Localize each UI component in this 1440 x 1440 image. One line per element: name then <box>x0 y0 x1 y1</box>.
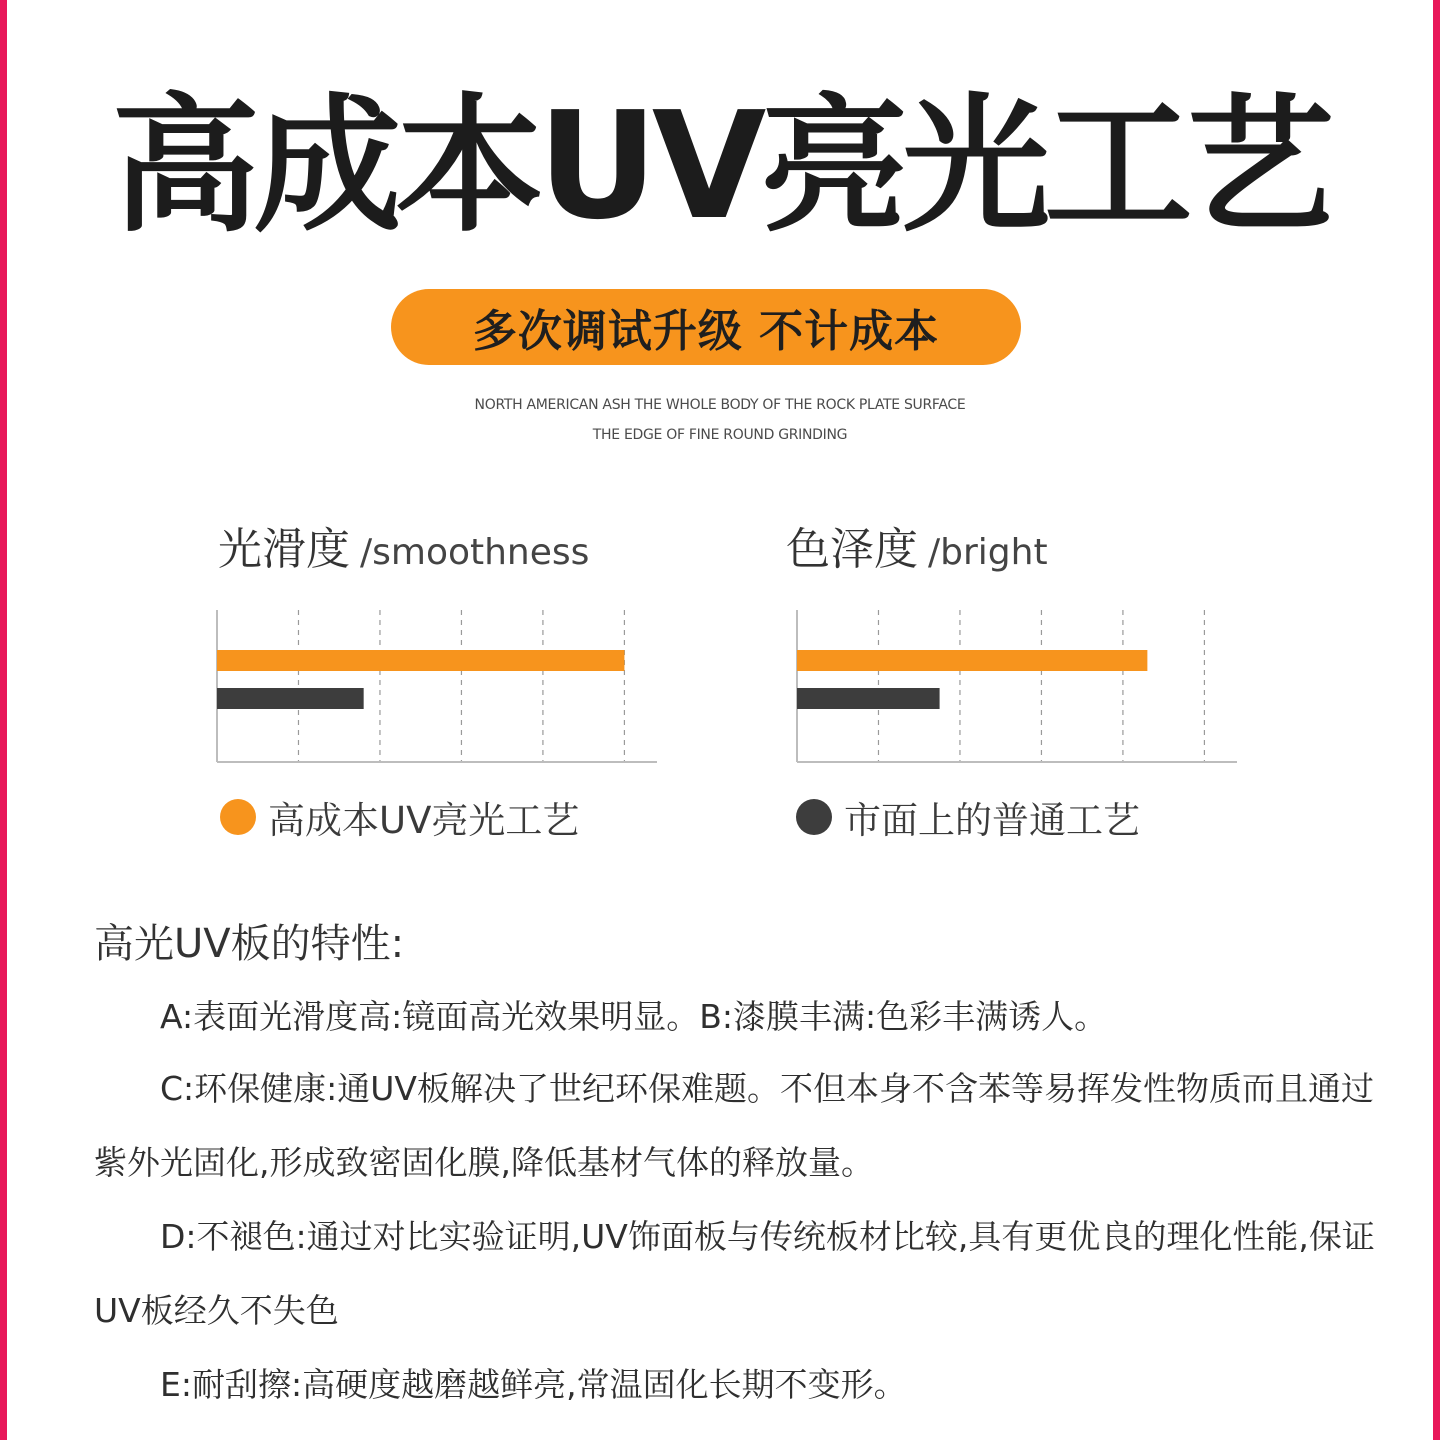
english-caption-line-1: NORTH AMERICAN ASH THE WHOLE BODY OF THE ROCK PLATE SURFACE <box>474 397 966 413</box>
feature-paragraph-c <box>94 1052 1394 1200</box>
chart-title-cn: 色泽度 <box>786 524 918 575</box>
subtitle-pill <box>391 289 1021 365</box>
features-title: 高光UV板的特性: <box>94 921 405 967</box>
legend-dot-orange <box>220 799 256 835</box>
legend-item-normal <box>796 790 1140 844</box>
bar-normal-process <box>217 688 364 709</box>
feature-text: D:不褪色:通过对比实验证明,UV饰面板与传统板材比较,具有更优良的理化性能,保证UV板经久不失色 <box>94 1217 1375 1330</box>
legend-dot-dark <box>796 799 832 835</box>
english-caption-line-2: THE EDGE OF FINE ROUND GRINDING <box>592 427 848 443</box>
chart-title-en: /bright <box>928 532 1048 573</box>
chart-title-cn: 光滑度 <box>218 524 350 575</box>
feature-paragraph-a-b <box>94 980 1394 1054</box>
subtitle-pill-text: 多次调试升级 不计成本 <box>472 306 940 357</box>
legend-label: 市面上的普通工艺 <box>844 799 1140 842</box>
legend-item-uv <box>220 790 579 844</box>
page-title: 高成本UV亮光工艺 <box>111 80 1329 252</box>
bright-chart <box>790 600 1240 810</box>
feature-paragraph-e <box>94 1348 1394 1422</box>
feature-paragraph-d <box>94 1200 1394 1348</box>
feature-text: E:耐刮擦:高硬度越磨越鲜亮,常温固化长期不变形。 <box>160 1365 907 1404</box>
chart-title-en: /smoothness <box>360 532 590 573</box>
bar-uv-process <box>217 650 624 671</box>
feature-text: A:表面光滑度高:镜面高光效果明显。B:漆膜丰满:色彩丰满诱人。 <box>160 997 1108 1036</box>
chart-title-bright <box>786 520 1048 583</box>
bar-normal-process <box>797 688 940 709</box>
bar-uv-process <box>797 650 1147 671</box>
feature-text: C:环保健康:通UV板解决了世纪环保难题。不但本身不含苯等易挥发性物质而且通过紫外光固化,形成致密固化膜,降低基材气体的释放量。 <box>94 1069 1375 1182</box>
chart-title-smoothness <box>218 520 589 583</box>
smoothness-chart <box>210 600 660 810</box>
legend-label: 高成本UV亮光工艺 <box>268 799 580 842</box>
